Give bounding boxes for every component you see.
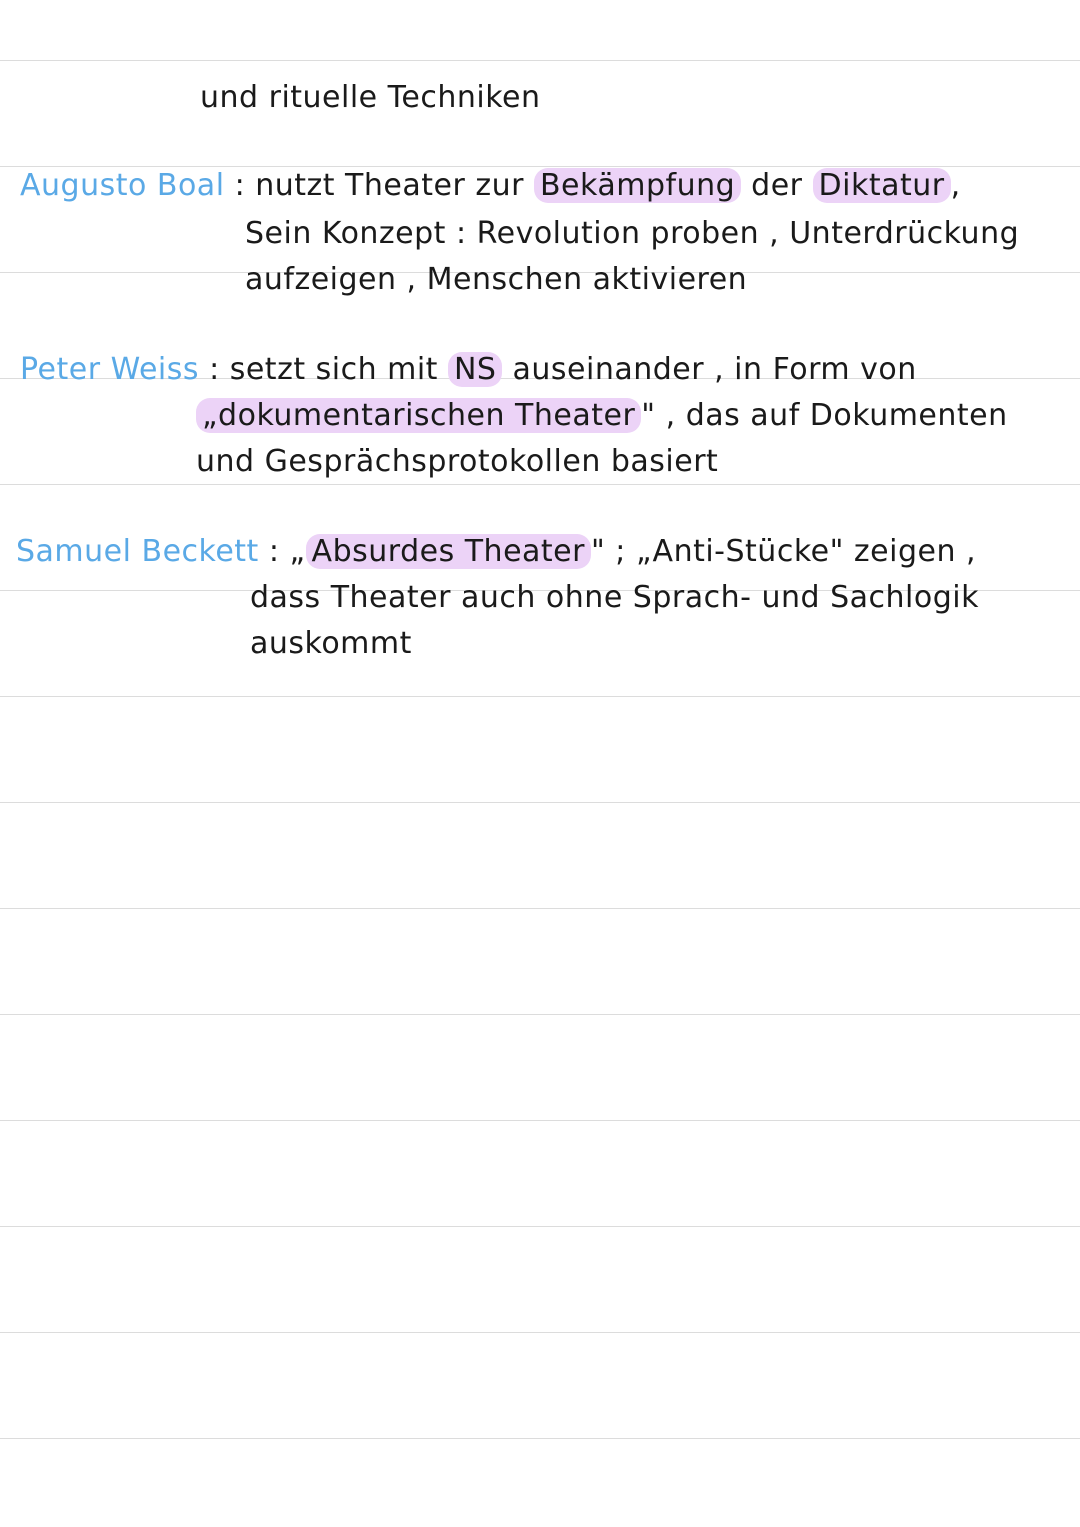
weiss-name: Peter Weiss xyxy=(20,352,200,387)
note-line-rituelle-techniken: und rituelle Techniken xyxy=(200,80,541,115)
weiss-separator: : xyxy=(199,352,230,387)
beckett-text-1: „ xyxy=(289,534,306,569)
beckett-highlight-absurdes-theater: Absurdes Theater xyxy=(306,534,591,569)
beckett-name: Samuel Beckett xyxy=(16,534,259,569)
boal-entry-line-1 xyxy=(20,166,961,206)
beckett-separator: : xyxy=(258,534,290,569)
beckett-text-2: " ; „Anti-Stücke" zeigen , xyxy=(590,534,977,569)
weiss-entry-line-3: und Gesprächsprotokollen basiert xyxy=(196,444,719,479)
weiss-text-2: auseinander , in Form von xyxy=(502,352,917,387)
boal-name: Augusto Boal xyxy=(20,168,225,203)
boal-entry-line-2: Sein Konzept : Revolution proben , Unterdrückung xyxy=(245,216,1020,251)
boal-entry-line-3: aufzeigen , Menschen aktivieren xyxy=(245,262,748,297)
weiss-entry-line-1 xyxy=(20,350,917,390)
weiss-highlight-dokumentarischen-theater: „dokumentarischen Theater xyxy=(196,398,641,433)
boal-text-2: der xyxy=(741,168,813,203)
boal-separator: : xyxy=(224,168,256,203)
weiss-text-3: " , das auf Dokumenten xyxy=(641,398,1008,433)
beckett-entry-line-3: auskommt xyxy=(250,626,412,661)
beckett-entry-line-2: dass Theater auch ohne Sprach- und Sachlogik xyxy=(250,580,979,615)
boal-highlight-diktatur: Diktatur xyxy=(813,168,951,203)
weiss-text-1: setzt sich mit xyxy=(229,352,448,387)
boal-text-1: nutzt Theater zur xyxy=(255,168,534,203)
weiss-highlight-ns: NS xyxy=(448,352,502,387)
weiss-entry-line-2 xyxy=(196,396,1008,436)
boal-text-3: , xyxy=(950,168,961,203)
beckett-entry-line-1 xyxy=(16,532,976,572)
boal-highlight-bekaempfung: Bekämpfung xyxy=(534,168,741,203)
